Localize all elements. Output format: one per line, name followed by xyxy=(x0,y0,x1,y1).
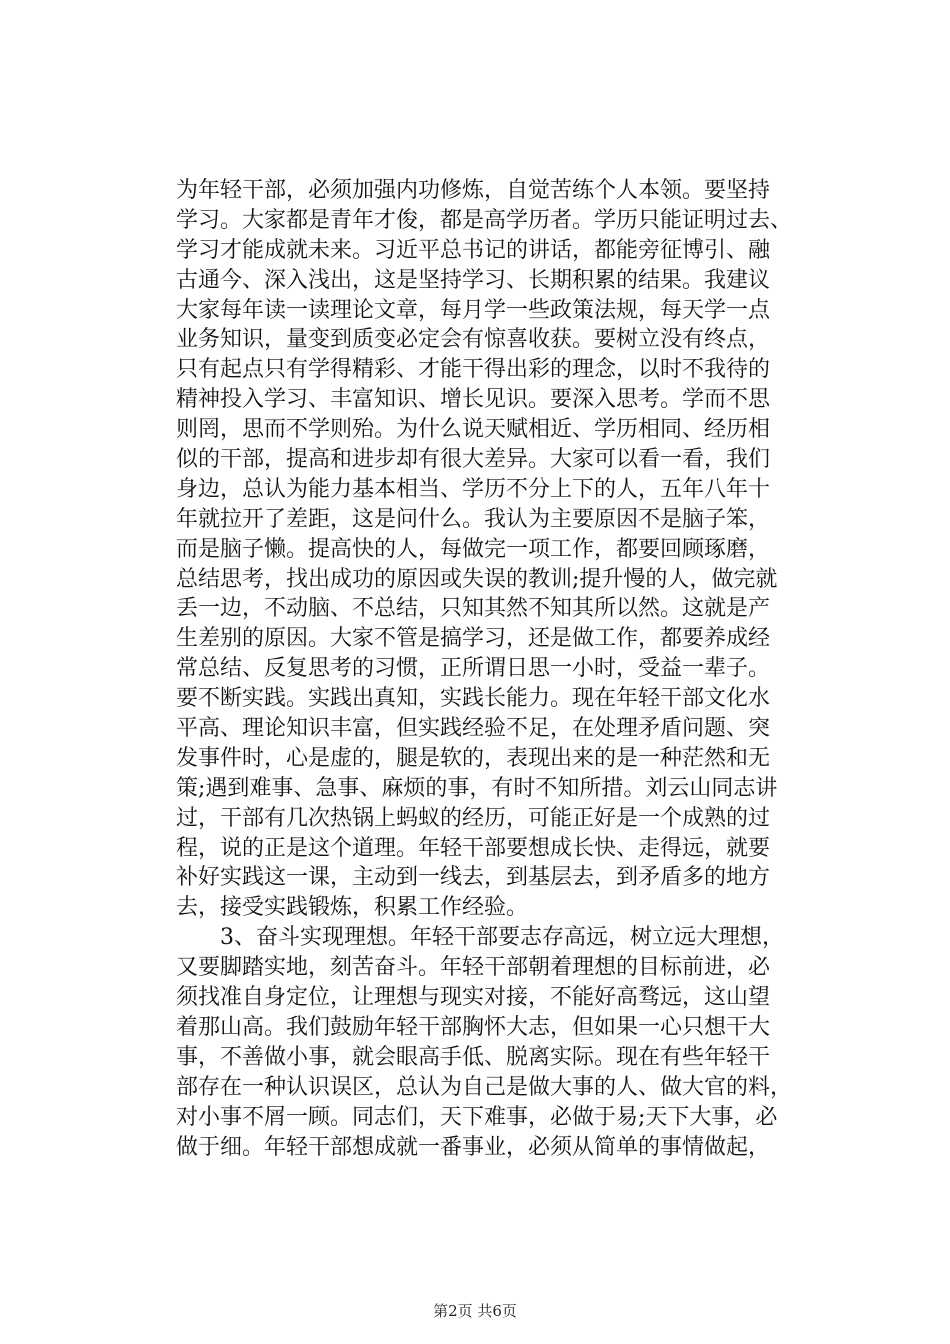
text-line: 对小事不屑一顾。同志们，天下难事，必做于易;天下大事，必 xyxy=(176,1104,778,1130)
body-text xyxy=(176,176,836,1162)
text-line: 只有起点只有学得精彩、才能干得出彩的理念，以时不我待的 xyxy=(176,357,771,383)
text-line: 部存在一种认识误区，总认为自己是做大事的人、做大官的料， xyxy=(176,1074,793,1100)
text-line: 总结思考，找出成功的原因或失误的教训;提升慢的人，做完就 xyxy=(176,566,778,592)
text-line: 发事件时，心是虚的，腿是软的，表现出来的是一种茫然和无 xyxy=(176,745,771,771)
text-line: 过，干部有几次热锅上蚂蚁的经历，可能正好是一个成熟的过 xyxy=(176,805,771,831)
text-line: 平高、理论知识丰富，但实践经验不足，在处理矛盾问题、突 xyxy=(176,716,771,742)
text-line: 精神投入学习、丰富知识、增长见识。要深入思考。学而不思 xyxy=(176,387,771,413)
text-line: 学习。大家都是青年才俊，都是高学历者。学历只能证明过去、 xyxy=(176,207,793,233)
text-line: 3、奋斗实现理想。年轻干部要志存高远，树立远大理想， xyxy=(176,925,784,951)
text-line: 常总结、反复思考的习惯，正所谓日思一小时，受益一辈子。 xyxy=(176,656,771,682)
text-line: 学习才能成就未来。习近平总书记的讲话，都能旁征博引、融 xyxy=(176,237,771,263)
text-line: 古通今、深入浅出，这是坚持学习、长期积累的结果。我建议 xyxy=(176,267,771,293)
text-line: 似的干部，提高和进步却有很大差异。大家可以看一看，我们 xyxy=(176,447,771,473)
text-line: 丢一边，不动脑、不总结，只知其然不知其所以然。这就是产 xyxy=(176,596,771,622)
text-line: 大家每年读一读理论文章，每月学一些政策法规，每天学一点 xyxy=(176,297,771,323)
text-line: 为年轻干部，必须加强内功修炼，自觉苦练个人本领。要坚持 xyxy=(176,178,771,203)
text-line: 程，说的正是这个道理。年轻干部要想成长快、走得远，就要 xyxy=(176,835,771,861)
text-line: 业务知识，量变到质变必定会有惊喜收获。要树立没有终点， xyxy=(176,327,771,353)
text-line: 补好实践这一课，主动到一线去，到基层去，到矛盾多的地方 xyxy=(176,865,771,891)
text-line: 须找准自身定位，让理想与现实对接，不能好高骛远，这山望 xyxy=(176,985,771,1011)
text-line: 去，接受实践锻炼，积累工作经验。 xyxy=(176,895,529,921)
text-line: 而是脑子懒。提高快的人，每做完一项工作，都要回顾琢磨， xyxy=(176,536,771,562)
text-line: 策;遇到难事、急事、麻烦的事，有时不知所措。刘云山同志讲 xyxy=(176,775,778,801)
text-line: 身边，总认为能力基本相当、学历不分上下的人，五年八年十 xyxy=(176,476,771,502)
text-line: 事，不善做小事，就会眼高手低、脱离实际。现在有些年轻干 xyxy=(176,1044,771,1070)
text-line: 做于细。年轻干部想成就一番事业，必须从简单的事情做起， xyxy=(176,1134,771,1160)
text-line: 又要脚踏实地，刻苦奋斗。年轻干部朝着理想的目标前进，必 xyxy=(176,955,771,981)
text-line: 着那山高。我们鼓励年轻干部胸怀大志，但如果一心只想干大 xyxy=(176,1014,771,1040)
text-line: 则罔，思而不学则殆。为什么说天赋相近、学历相同、经历相 xyxy=(176,417,771,443)
text-line: 年就拉开了差距，这是问什么。我认为主要原因不是脑子笨， xyxy=(176,506,771,532)
page-footer: 第2页 共6页 xyxy=(433,1302,517,1320)
text-line: 要不断实践。实践出真知，实践长能力。现在年轻干部文化水 xyxy=(176,686,771,712)
text-line: 生差别的原因。大家不管是搞学习，还是做工作，都要养成经 xyxy=(176,626,771,652)
